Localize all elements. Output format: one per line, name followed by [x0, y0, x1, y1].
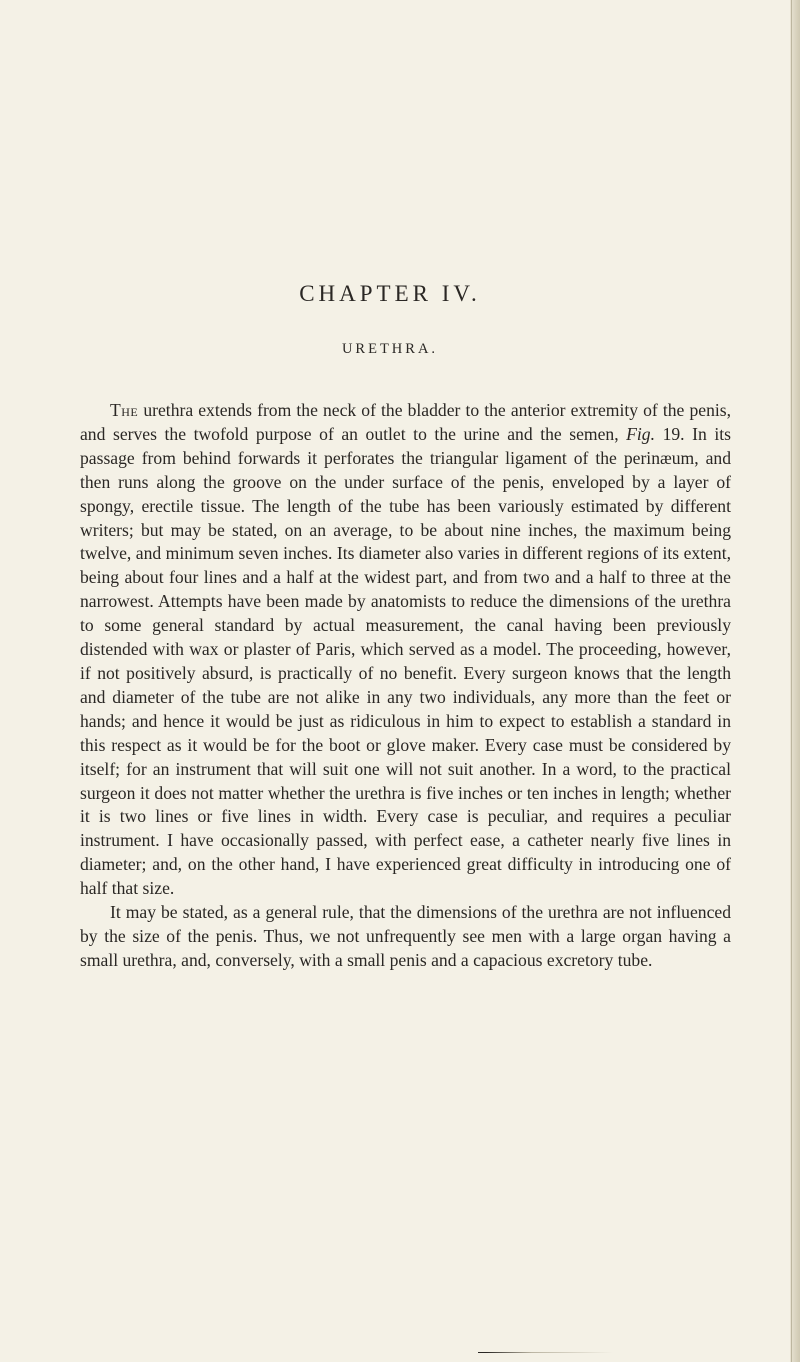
page-bottom-mark: [478, 1352, 613, 1353]
body-text: [80, 399, 731, 973]
paragraph-1: [80, 399, 731, 901]
page-edge-line: [791, 0, 792, 1362]
section-title: URETHRA.: [341, 341, 439, 357]
lead-word: The: [110, 400, 139, 420]
paragraph-2: It may be stated, as a general rule, that the dimensions of the urethra are not influenced by the size of the penis. Thus, we not unfrequently see men with a large organ having a small urethra, and, conversely, with a small penis and a capacious excretory tube.: [80, 902, 731, 970]
chapter-heading: CHAPTER IV.: [299, 281, 481, 306]
figure-reference: Fig.: [626, 423, 656, 444]
paragraph-1-text-b: 19. In its passage from behind forwards it perforates the triangular ligament of the perinæum, and then runs along the groove on the under surface of the penis, enveloped by a layer of spongy, erectile tissue. The length of the tube has been variously estimated by different writers; but may be stated, on an average, to be about nine inches, the maximum being twelve, and minimum seven inches. Its diameter also varies in different regions of its extent, being about four lines and a half at the widest part, and from two and a half to three at the narrowest. Attempts have been made by anatomists to reduce the dimensions of the urethra to some general standard by actual measurement, the canal having been previously distended with wax or plaster of Paris, which served as a model. The proceeding, however, if not positively absurd, is practically of no benefit. Every surgeon knows that the length and diameter of the tube are not alike in any two individuals, any more than the feet or hands; and hence it would be just as ridiculous in him to expect to establish a standard in this respect as it would be for the boot or glove maker. Every case must be considered by itself; for an instrument that will suit one will not suit another. In a word, to the practical surgeon it does not matter whether the urethra is five inches or ten inches in length; whether it is two lines or five lines in width. Every case is peculiar, and requires a peculiar instrument. I have occasionally passed, with perfect ease, a catheter nearly five lines in diameter; and, on the other hand, I have experienced great difficulty in introducing one of half that size.: [80, 423, 731, 899]
paragraph-1-text-a: urethra extends from the neck of the bladder to the anterior extremity of the penis, and serves the twofold purpose of an outlet to the urine and the semen,: [80, 400, 731, 444]
